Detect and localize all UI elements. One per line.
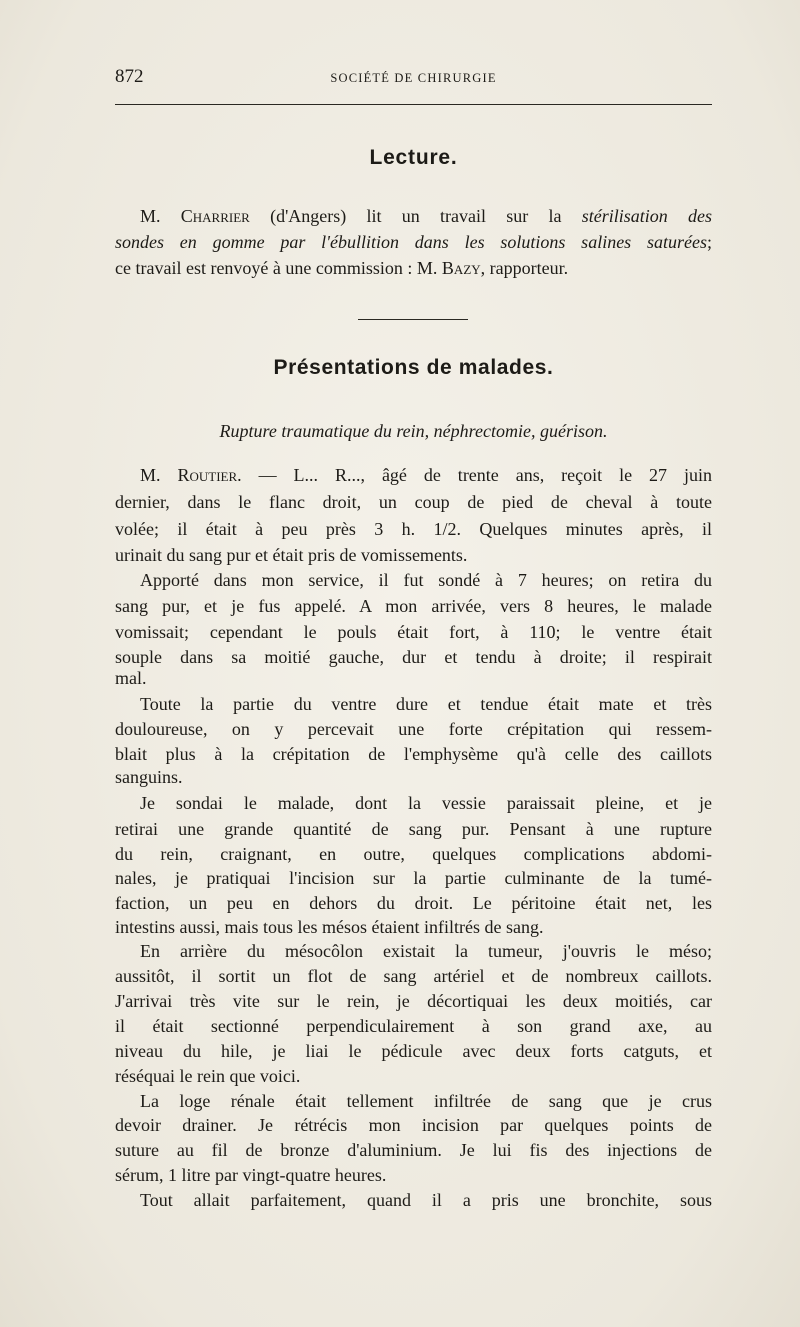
text-line — [115, 939, 712, 964]
text-line — [115, 666, 712, 691]
text-line — [115, 791, 712, 816]
section-heading-presentations: Présentations de malades. — [273, 356, 554, 379]
text-line — [115, 1188, 712, 1213]
text-segment: Tout allait parfaitement, quand il a pris une bronchite, sous — [140, 1190, 712, 1210]
text-line — [115, 817, 712, 842]
text-line — [115, 543, 712, 568]
text-segment: . — L... R..., âgé de trente ans, reçoit le 27 juin — [237, 465, 713, 485]
text-segment: M. — [140, 465, 178, 485]
text-segment: M. — [140, 206, 181, 226]
text-segment: (d'Angers) lit un travail sur la — [249, 206, 582, 226]
text-segment: aussitôt, il sortit un flot de sang artériel et de nombreux caillots. — [115, 966, 712, 986]
page-header — [115, 66, 712, 88]
text-segment: faction, un peu en dehors du droit. Le péritoine était net, les — [115, 893, 712, 913]
text-segment: suture au fil de bronze d'aluminium. Je lui fis des injections de — [115, 1140, 712, 1160]
running-title: SOCIÉTÉ DE CHIRURGIE — [330, 71, 497, 85]
text-segment: volée; il était à peu près 3 h. 1/2. Quelques minutes après, il — [115, 519, 712, 539]
text-segment: La loge rénale était tellement infiltrée de sang que je crus — [140, 1091, 712, 1111]
text-segment: il était sectionné perpendiculairement à son grand axe, au — [115, 1016, 712, 1036]
text-line — [115, 1064, 712, 1089]
text-segment: réséquai le rein que voici. — [115, 1066, 301, 1086]
text-segment: ; — [706, 232, 712, 252]
text-line — [115, 717, 712, 742]
text-line — [115, 765, 712, 790]
page-number: 872 — [115, 66, 144, 87]
text-line — [115, 256, 712, 281]
text-segment: Je sondai le malade, dont la vessie paraissait pleine, et je — [140, 793, 712, 813]
text-segment: urinait du sang pur et était pris de vomissements. — [115, 545, 468, 565]
text-line — [115, 490, 712, 515]
text-line — [115, 1163, 712, 1188]
text-line — [115, 568, 712, 593]
text-line — [115, 463, 712, 488]
text-segment: du rein, craignant, en outre, quelques complications abdomi- — [115, 844, 712, 864]
case-subtitle: Rupture traumatique du rein, néphrectomie, guérison. — [219, 421, 608, 441]
text-line — [115, 964, 712, 989]
text-line — [115, 866, 712, 891]
text-segment: devoir drainer. Je rétrécis mon incision par quelques points de — [115, 1115, 712, 1135]
text-segment: vomissait; cependant le pouls était fort, à 110; le ventre était — [115, 622, 712, 642]
text-line — [115, 1138, 712, 1163]
header-rule — [115, 104, 712, 105]
text-segment: sanguins. — [115, 767, 183, 787]
text-line — [115, 1014, 712, 1039]
text-segment: souple dans sa moitié gauche, dur et tendu à droite; il respirait — [115, 647, 712, 667]
text-line — [115, 594, 712, 619]
text-line — [115, 1039, 712, 1064]
text-line — [115, 517, 712, 542]
text-line — [115, 1089, 712, 1114]
text-segment: , rapporteur. — [480, 258, 569, 278]
text-line — [115, 1113, 712, 1138]
text-line — [115, 989, 712, 1014]
text-line — [115, 842, 712, 867]
text-line — [115, 742, 712, 767]
text-segment: En arrière du mésocôlon existait la tumeur, j'ouvris le méso; — [140, 941, 712, 961]
text-segment: Routier — [177, 465, 238, 485]
text-segment: intestins aussi, mais tous les mésos étaient infiltrés de sang. — [115, 917, 544, 937]
text-segment: sang pur, et je fus appelé. A mon arrivée, vers 8 heures, le malade — [115, 596, 712, 616]
text-segment: stérilisation des — [581, 206, 712, 226]
text-segment: Apporté dans mon service, il fut sondé à 7 heures; on retira du — [140, 570, 712, 590]
text-segment: dernier, dans le flanc droit, un coup de pied de cheval à toute — [115, 492, 712, 512]
section-divider — [358, 319, 468, 320]
text-line — [115, 230, 712, 255]
text-line — [115, 915, 712, 940]
text-segment: mal. — [115, 668, 147, 688]
text-segment: sondes en gomme par l'ébullition dans les solutions salines saturées — [115, 232, 707, 252]
text-segment: nales, je pratiquai l'incision sur la partie culminante de la tumé- — [115, 868, 712, 888]
text-line — [115, 692, 712, 717]
text-line — [115, 620, 712, 645]
text-segment: Bazy — [441, 258, 481, 278]
text-segment: J'arrivai très vite sur le rein, je décortiquai les deux moitiés, car — [115, 991, 712, 1011]
section-heading-lecture: Lecture. — [369, 146, 458, 169]
text-segment: blait plus à la crépitation de l'emphysème qu'à celle des caillots — [115, 744, 712, 764]
text-segment: douloureuse, on y percevait une forte crépitation qui ressem- — [115, 719, 712, 739]
text-segment: niveau du hile, je liai le pédicule avec deux forts catguts, et — [115, 1041, 712, 1061]
text-segment: Charrier — [180, 206, 250, 226]
text-segment: retirai une grande quantité de sang pur. Pensant à une rupture — [115, 819, 712, 839]
text-line — [115, 204, 712, 229]
text-segment: sérum, 1 litre par vingt-quatre heures. — [115, 1165, 387, 1185]
text-segment: Toute la partie du ventre dure et tendue était mate et très — [140, 694, 712, 714]
text-line — [115, 891, 712, 916]
text-segment: ce travail est renvoyé à une commission : M. — [115, 258, 442, 278]
